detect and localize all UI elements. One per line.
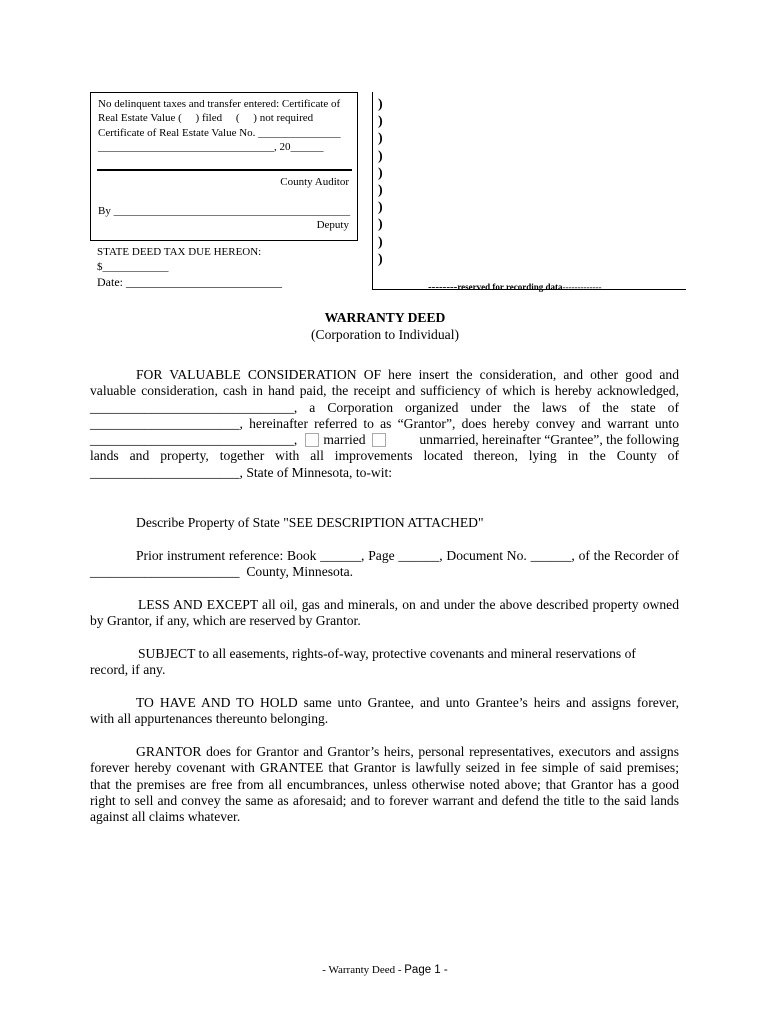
recording-dashes-left: -------- — [428, 281, 458, 293]
paren: ) — [378, 131, 383, 147]
paren: ) — [378, 217, 383, 233]
consideration-paragraph — [90, 367, 679, 481]
deputy-label: Deputy — [316, 219, 349, 231]
habendum-paragraph — [90, 695, 679, 728]
parenthesis-column — [378, 96, 392, 268]
county-auditor-label: County Auditor — [280, 176, 349, 188]
consideration-line-1: FOR VALUABLE CONSIDERATION OF here insert the consideration, and other good and — [136, 367, 679, 382]
paren: ) — [378, 165, 383, 181]
footer-label: - Warranty Deed - — [322, 964, 402, 976]
paren: ) — [378, 114, 383, 130]
recording-label: reserved for recording data — [457, 282, 563, 292]
subject-line-1: SUBJECT to all easements, rights-of-way, protective covenants and mineral reservations of — [138, 646, 636, 661]
covenant-line-1: GRANTOR does for Grantor and Grantor’s heirs, personal representatives, executors and assigns — [136, 744, 679, 759]
paren: ) — [378, 97, 383, 112]
footer-page-number: Page 1 - — [404, 964, 448, 976]
auditor-line-2: Real Estate Value ( ) filed ( ) not required — [98, 112, 314, 124]
consideration-line-5 — [90, 432, 679, 448]
deed-tax-box — [90, 239, 356, 297]
deed-tax-date: Date: __________________________ — [97, 275, 282, 289]
married-label: married — [323, 432, 366, 448]
covenant-line-5: against all claims whatever. — [90, 809, 241, 825]
paren: ) — [378, 148, 383, 164]
describe-property-text: Describe Property of State "SEE DESCRIPTION ATTACHED" — [136, 515, 484, 530]
subject-line-2: record, if any. — [90, 662, 166, 678]
auditor-line-4: ________________________________, 20______ — [98, 141, 324, 153]
prior-instrument-line-1: Prior instrument reference: Book ______, Page ______, Document No. ______, of the Recorder of — [136, 548, 679, 563]
consideration-line-2: valuable consideration, cash in hand paid, the receipt and sufficiency of which is hereby acknowledged, — [90, 383, 679, 399]
habendum-line-1: TO HAVE AND TO HOLD same unto Grantee, and unto Grantee’s heirs and assigns forever, — [136, 695, 679, 710]
page-footer — [0, 964, 770, 976]
auditor-line-3: Certificate of Real Estate Value No. _______________ — [98, 127, 341, 139]
deed-tax-heading: STATE DEED TAX DUE HEREON: — [97, 246, 262, 258]
paren: ) — [378, 251, 383, 267]
document-title: WARRANTY DEED — [324, 310, 446, 325]
auditor-line-1: No delinquent taxes and transfer entered: Certificate of — [98, 98, 341, 110]
unmarried-label: unmarried, hereinafter “Grantee”, the following — [419, 432, 679, 448]
covenant-paragraph — [90, 744, 679, 825]
auditor-certificate-box — [90, 92, 358, 241]
covenant-line-2: forever hereby covenant with GRANTEE that Grantor is lawfully seized in fee simple of said premises; — [90, 760, 679, 776]
document-subtitle: (Corporation to Individual) — [311, 327, 459, 342]
recording-reserved-label — [428, 277, 602, 295]
prior-instrument-paragraph — [90, 548, 679, 581]
paren: ) — [378, 183, 383, 199]
less-except-line-1: LESS AND EXCEPT all oil, gas and minerals, on and under the above described property owned — [138, 597, 679, 612]
consideration-line-6: lands and property, together with all improvements located thereon, lying in the County of — [90, 448, 679, 464]
prior-instrument-line-2: ______________________ County, Minnesota. — [90, 564, 354, 580]
less-and-except-paragraph — [90, 597, 679, 630]
less-except-line-2: by Grantor, if any, which are reserved by Grantor. — [90, 613, 361, 629]
married-option — [301, 432, 389, 448]
paren: ) — [378, 234, 383, 250]
recording-area-vertical-rule — [372, 92, 373, 290]
consideration-line-4: ______________________, hereinafter referred to as “Grantor”, does hereby convey and warrant unto — [90, 415, 679, 431]
marital-status-group — [301, 432, 679, 448]
paren: ) — [378, 200, 383, 216]
consideration-line-7: ______________________, State of Minnesota, to-wit: — [90, 464, 393, 480]
consideration-line-3: ______________________________, a Corporation organized under the laws of the state of — [90, 399, 679, 415]
auditor-signature-line — [97, 169, 352, 171]
deed-tax-amount: $____________ — [97, 261, 169, 273]
habendum-line-2: with all appurtenances thereunto belonging. — [90, 711, 329, 727]
recording-dashes-right: ------------- — [562, 282, 602, 292]
by-line: By ___________________________________________ — [98, 205, 351, 217]
subject-paragraph — [90, 646, 679, 679]
covenant-line-4: right to sell and convey the same as aforesaid; and to forever warrant and defend the title to the said lands — [90, 792, 679, 808]
grantee-name-blank: ______________________________, — [90, 432, 298, 448]
covenant-line-3: that the premises are free from all encumbrances, unless otherwise noted above; that Grantor has a good — [90, 776, 679, 792]
unmarried-checkbox[interactable] — [372, 433, 386, 447]
married-checkbox[interactable] — [305, 433, 319, 447]
